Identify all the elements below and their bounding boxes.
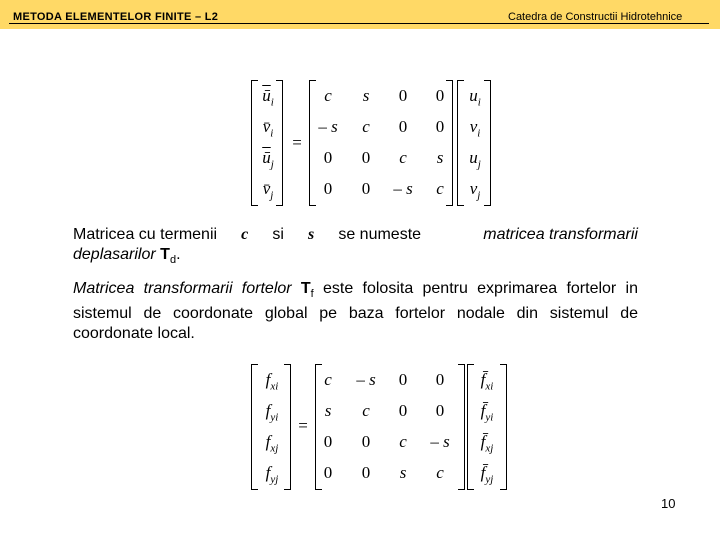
header-department: Catedra de Constructii Hidrotehnice	[508, 11, 683, 23]
lhs-entry: $f_{yj}$	[265, 463, 279, 486]
matrix-cell: 0	[361, 432, 371, 451]
matrix-cell: c	[436, 463, 444, 482]
matrix-cell: c	[436, 179, 444, 198]
header-bar	[0, 0, 720, 29]
lhs-entry: $f_{xj}$	[265, 432, 279, 455]
matrix-cell: 0	[323, 463, 333, 482]
page-number: 10	[661, 496, 676, 511]
matrix-cell: 0	[398, 86, 408, 105]
matrix-cell: 0	[323, 148, 333, 167]
rhs-entry: $f̄_{xi}$	[480, 370, 494, 393]
matrix-cell: 0	[398, 370, 408, 389]
rhs-entry: $u_j$	[469, 148, 481, 171]
paragraph-force-matrix: Matricea transformarii fortelor $T_f$ este folosita pentru exprimarea fortelor in sistemul de coordonate global pe baza fortelor nodale din sistemul de coordonate local.	[73, 280, 638, 343]
header-title: METODA ELEMENTELOR FINITE – L2	[13, 11, 219, 23]
matrix-cell: 0	[361, 148, 371, 167]
matrix-cell: c	[362, 401, 370, 420]
matrix-cell: – s	[356, 370, 376, 389]
matrix-cell: 0	[435, 401, 445, 420]
matrix-cell: s	[436, 148, 444, 167]
matrix-cell: 0	[435, 117, 445, 136]
matrix-cell: – s	[393, 179, 413, 198]
header-underline	[9, 23, 709, 24]
matrix-cell: s	[399, 463, 407, 482]
rhs-entry: $f̄_{yi}$	[480, 401, 494, 424]
rhs-entry: $u_i$	[469, 86, 481, 109]
matrix-cell: c	[324, 370, 332, 389]
matrix-cell: c	[362, 117, 370, 136]
matrix-cell: 0	[435, 86, 445, 105]
rhs-entry: $f̄_{yj}$	[480, 463, 494, 486]
matrix-cell: 0	[323, 432, 333, 451]
lhs-entry: $v̄_j$	[262, 179, 274, 202]
rhs-entry: $v_j$	[469, 179, 481, 202]
lhs-entry: $v̄_i$	[262, 117, 274, 140]
equals-sign: =	[292, 133, 302, 152]
matrix-cell: – s	[430, 432, 450, 451]
matrix-cell: 0	[398, 117, 408, 136]
matrix-cell: 0	[435, 370, 445, 389]
lhs-entry: $f_{xi}$	[265, 370, 279, 393]
rhs-entry: $f̄_{xj}$	[480, 432, 494, 455]
matrix-cell: 0	[323, 179, 333, 198]
paragraph-displacement-matrix: Matricea cu termenii c si s se numeste matricea transformarii deplasarilor $T_d$.	[73, 226, 638, 267]
matrix-cell: 0	[398, 401, 408, 420]
matrix-cell: 0	[361, 463, 371, 482]
matrix-cell: s	[324, 401, 332, 420]
matrix-cell: 0	[361, 179, 371, 198]
lhs-entry: $f_{yi}$	[265, 401, 279, 424]
lhs-entry: $\overline{ū}_i$	[262, 86, 274, 109]
matrix-right-bracket	[458, 364, 465, 490]
equals-sign: =	[298, 416, 308, 435]
matrix-cell: c	[324, 86, 332, 105]
matrix-cell: s	[362, 86, 370, 105]
rhs-entry: $v_i$	[469, 117, 481, 140]
matrix-cell: – s	[318, 117, 338, 136]
matrix-cell: c	[399, 432, 407, 451]
lhs-entry: $\overline{ū}_j$	[262, 148, 274, 171]
matrix-cell: c	[399, 148, 407, 167]
